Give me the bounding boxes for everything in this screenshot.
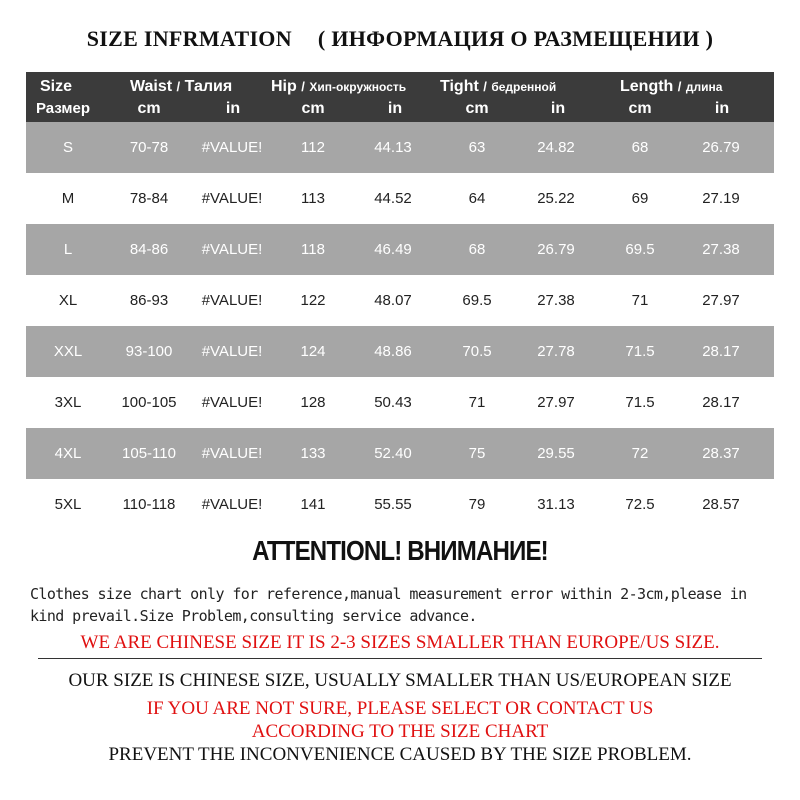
cell-waist-cm: 70-78 — [129, 139, 169, 156]
cell-tight-in: 25.22 — [537, 190, 575, 207]
warning-chinese-size: WE ARE CHINESE SIZE IT IS 2-3 SIZES SMALLER THAN EUROPE/US SIZE. — [80, 632, 720, 653]
cell-waist-cm: 105-110 — [122, 445, 176, 462]
cell-tight-cm: 63 — [468, 139, 486, 156]
cell-length-cm: 68 — [631, 139, 649, 156]
cell-waist-in: #VALUE! — [201, 496, 263, 513]
cell-waist-cm: 86-93 — [129, 292, 169, 309]
header-waist-slash: / — [176, 79, 181, 94]
cell-length-cm: 71.5 — [625, 394, 655, 411]
cell-hip-in: 44.13 — [374, 139, 412, 156]
attention-heading: ATTENTIONL! ВНИМАНИЕ! — [252, 535, 548, 566]
table-row — [26, 326, 774, 377]
table-row — [26, 377, 774, 428]
header-hip-cm: cm — [301, 100, 325, 117]
cell-waist-cm: 78-84 — [129, 190, 169, 207]
cell-length-cm: 71.5 — [625, 343, 655, 360]
cell-length-in: 28.37 — [702, 445, 740, 462]
table-header — [26, 72, 774, 122]
cell-hip-in: 50.43 — [374, 394, 412, 411]
cell-hip-in: 52.40 — [374, 445, 412, 462]
divider — [38, 658, 762, 659]
cell-length-in: 27.19 — [702, 190, 740, 207]
table-row — [26, 479, 774, 530]
header-length-ru: длина — [685, 80, 723, 94]
cell-hip-in: 44.52 — [374, 190, 412, 207]
cell-length-in: 27.97 — [702, 292, 740, 309]
size-note: Clothes size chart only for reference,manual measurement error within 2-3cm,please in kind prevail.Size Problem,consulting service advance. — [30, 585, 747, 625]
cell-hip-cm: 118 — [301, 241, 325, 258]
header-waist-in: in — [225, 100, 241, 117]
table-row — [26, 224, 774, 275]
cell-hip-cm: 133 — [300, 445, 326, 462]
cell-waist-cm: 100-105 — [121, 394, 177, 411]
header-tight-in: in — [550, 100, 566, 117]
bottom-line-2: IF YOU ARE NOT SURE, PLEASE SELECT OR CONTACT US — [146, 698, 654, 719]
table-body — [26, 122, 774, 530]
cell-tight-in: 27.78 — [537, 343, 575, 360]
cell-length-in: 28.57 — [702, 496, 740, 513]
header-tight-ru: бедренной — [491, 80, 557, 94]
title-en: SIZE INFRMATION — [86, 26, 292, 51]
table-row — [26, 428, 774, 479]
cell-tight-in: 24.82 — [537, 139, 575, 156]
cell-tight-in: 27.38 — [537, 292, 575, 309]
cell-tight-cm: 64 — [468, 190, 486, 207]
cell-tight-cm: 68 — [468, 241, 486, 258]
cell-waist-in: #VALUE! — [201, 241, 263, 258]
cell-hip-in: 48.86 — [374, 343, 412, 360]
title-ru: ( ИНФОРМАЦИЯ О РАЗМЕЩЕНИИ ) — [317, 26, 714, 51]
cell-waist-cm: 110-118 — [122, 496, 176, 513]
size-table — [26, 72, 774, 530]
cell-size: L — [63, 241, 73, 258]
cell-waist-in: #VALUE! — [201, 190, 263, 207]
header-waist — [130, 78, 232, 96]
cell-hip-in: 48.07 — [374, 292, 412, 309]
cell-size: M — [61, 190, 75, 207]
cell-length-in: 28.17 — [702, 394, 740, 411]
bottom-line-4: PREVENT THE INCONVENIENCE CAUSED BY THE SIZE PROBLEM. — [108, 744, 692, 765]
cell-hip-cm: 141 — [300, 496, 326, 513]
cell-size: 3XL — [54, 394, 82, 411]
header-length-cm: cm — [628, 100, 652, 117]
cell-tight-cm: 69.5 — [462, 292, 492, 309]
bottom-line-1: OUR SIZE IS CHINESE SIZE, USUALLY SMALLER THAN US/EUROPEAN SIZE — [68, 670, 732, 691]
cell-hip-cm: 124 — [300, 343, 326, 360]
header-hip-ru: Хип-окружность — [309, 80, 407, 94]
cell-hip-cm: 113 — [301, 190, 325, 207]
header-waist-cm: cm — [137, 100, 161, 117]
cell-waist-cm: 84-86 — [129, 241, 169, 258]
cell-length-in: 27.38 — [702, 241, 740, 258]
header-hip-in: in — [387, 100, 403, 117]
header-length — [620, 78, 722, 96]
cell-size: 4XL — [54, 445, 82, 462]
cell-tight-cm: 75 — [468, 445, 486, 462]
table-row — [26, 275, 774, 326]
header-length-en: Length — [620, 78, 674, 95]
cell-length-cm: 72 — [631, 445, 649, 462]
cell-size: 5XL — [54, 496, 82, 513]
header-hip-slash: / — [301, 79, 305, 94]
header-size-ru: Размер — [36, 100, 91, 117]
cell-hip-in: 46.49 — [374, 241, 412, 258]
cell-waist-in: #VALUE! — [201, 445, 263, 462]
cell-tight-in: 31.13 — [537, 496, 575, 513]
header-size-en: Size — [40, 78, 73, 95]
cell-length-cm: 71 — [631, 292, 649, 309]
cell-hip-cm: 112 — [301, 139, 325, 156]
cell-hip-cm: 128 — [300, 394, 326, 411]
cell-size: S — [62, 139, 73, 156]
table-row — [26, 122, 774, 173]
cell-tight-in: 27.97 — [537, 394, 575, 411]
cell-length-cm: 72.5 — [625, 496, 655, 513]
cell-waist-in: #VALUE! — [201, 343, 263, 360]
cell-hip-in: 55.55 — [374, 496, 412, 513]
cell-length-in: 26.79 — [702, 139, 740, 156]
header-waist-ru: Талия — [184, 78, 233, 95]
header-waist-en: Waist — [130, 78, 173, 95]
header-tight-cm: cm — [465, 100, 489, 117]
cell-tight-cm: 71 — [468, 394, 486, 411]
cell-tight-in: 29.55 — [537, 445, 575, 462]
header-tight — [440, 78, 556, 96]
header-length-slash: / — [677, 79, 682, 94]
cell-length-cm: 69.5 — [625, 241, 655, 258]
header-tight-slash: / — [483, 79, 487, 94]
cell-hip-cm: 122 — [300, 292, 326, 309]
cell-length-in: 28.17 — [702, 343, 740, 360]
cell-size: XXL — [53, 343, 83, 360]
cell-tight-in: 26.79 — [537, 241, 575, 258]
header-length-in: in — [714, 100, 730, 117]
cell-waist-in: #VALUE! — [201, 139, 263, 156]
cell-waist-cm: 93-100 — [125, 343, 173, 360]
header-hip — [271, 78, 406, 96]
cell-tight-cm: 70.5 — [462, 343, 492, 360]
cell-length-cm: 69 — [631, 190, 649, 207]
table-row — [26, 173, 774, 224]
cell-tight-cm: 79 — [468, 496, 486, 513]
cell-size: XL — [58, 292, 78, 309]
bottom-line-3: ACCORDING TO THE SIZE CHART — [251, 721, 549, 742]
page-title — [0, 26, 800, 52]
cell-waist-in: #VALUE! — [201, 292, 263, 309]
cell-waist-in: #VALUE! — [201, 394, 263, 411]
header-hip-en: Hip — [271, 78, 297, 95]
header-tight-en: Tight — [440, 78, 479, 95]
